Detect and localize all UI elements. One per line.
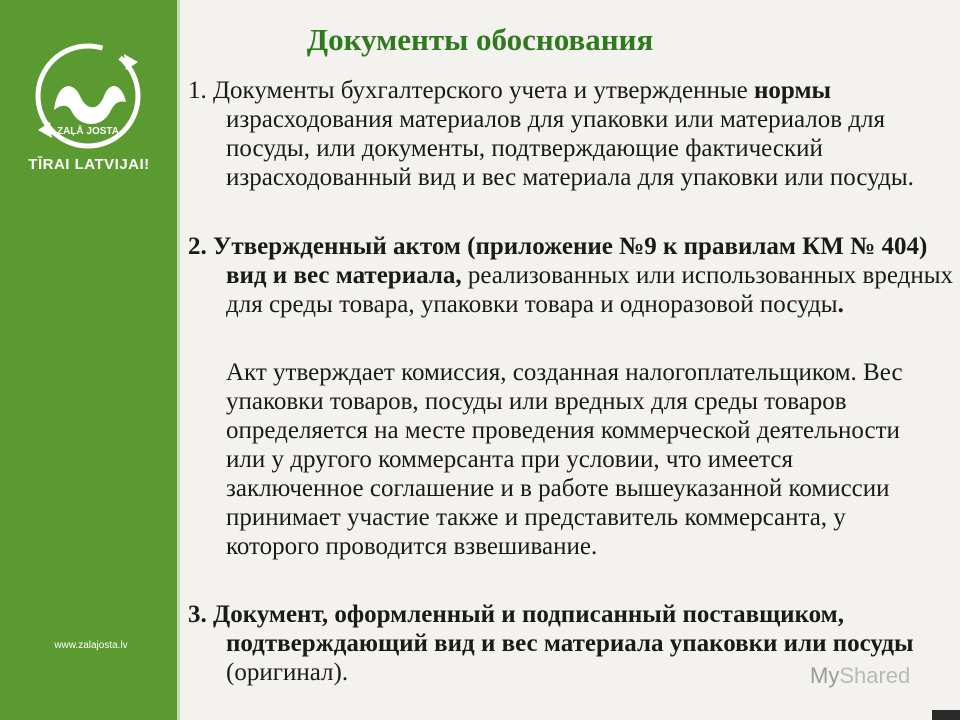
website-link[interactable]: www.zalajosta.lv — [54, 640, 128, 651]
watermark-prefix: My — [810, 663, 840, 688]
paragraph-1 — [188, 76, 960, 192]
paragraph-4-part-a: 3. Документ, оформленный и подписанный поставщиком, подтверждающий вид и вес материала упаковки или посуды — [188, 601, 914, 657]
watermark-suffix: Shared — [839, 663, 911, 688]
paragraph-3 — [226, 358, 906, 561]
sidebar — [0, 0, 177, 720]
logo-text: ZAĻĀ JOSTA — [56, 126, 120, 137]
slide-title: Документы обоснования — [306, 22, 654, 57]
paragraph-1-part-c: израсходования материалов для упаковки или материалов для посуды, или документы, подтверждающие фактический израсходованный вид и вес материала для упаковки или посуды. — [226, 106, 914, 191]
paragraph-3-text: Акт утверждает комиссия, созданная налогоплательщиком. Вес упаковки товаров, посуды или вредных для среды товаров определяется на месте проведения коммерческой деятельности или у другого коммерсанта при условии, что имеется заключенное соглашение и в работе вышеуказанной комиссии принимает участие также и представитель коммерсанта, у которого проводится взвешивание. — [226, 359, 903, 560]
slide-content — [180, 0, 960, 720]
paragraph-4-part-b: (оригинал). — [226, 659, 349, 686]
zala-josta-logo — [22, 40, 154, 152]
slogan: TĪRAI LATVIJAI! — [28, 156, 150, 173]
paragraph-2-part-a: 2. Утвержденный актом (приложение №9 к правилам КМ № 404) вид и вес материала, — [188, 233, 928, 289]
paragraph-2-part-c: . — [837, 291, 844, 318]
paragraph-1-part-a: 1. Документы бухгалтерского учета и утвержденные — [188, 77, 755, 104]
corner-mark — [932, 710, 960, 720]
watermark — [810, 663, 910, 689]
paragraph-2-part-b: реализованных или использованных вредных для среды товара, упаковки товара и одноразовой посуды — [226, 262, 953, 318]
paragraph-2 — [188, 232, 960, 319]
paragraph-1-part-b: нормы — [754, 77, 831, 104]
